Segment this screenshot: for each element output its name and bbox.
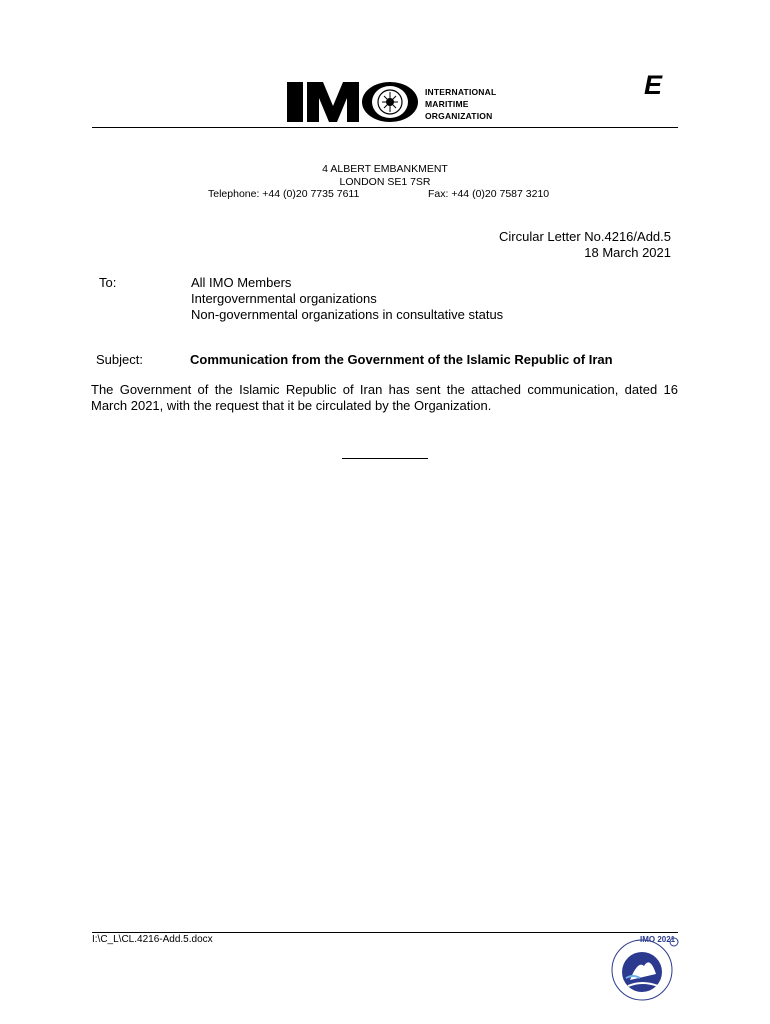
body-paragraph: The Government of the Islamic Republic of Iran has sent the attached communication, dated 16 March 2021, with the request that it be circulated by the Organization.: [91, 382, 678, 413]
header-divider: [92, 127, 678, 128]
recipients-label: To:: [99, 275, 117, 290]
recipient-item: Non-governmental organizations in consultative status: [191, 307, 504, 322]
imo-2021-seal: [604, 930, 684, 1006]
circular-number: Circular Letter No.4216/Add.5: [499, 229, 671, 244]
recipient-item: All IMO Members: [191, 275, 292, 290]
end-divider: [342, 458, 428, 459]
telephone: Telephone: +44 (0)20 7735 7611: [208, 188, 360, 200]
fax: Fax: +44 (0)20 7587 3210: [428, 188, 550, 200]
address-street: 4 ALBERT EMBANKMENT: [322, 163, 448, 175]
reference-block: [499, 229, 671, 261]
imo-logo: [287, 80, 419, 124]
subject-text: Communication from the Government of the Islamic Republic of Iran: [190, 352, 613, 367]
footer-file-path: I:\C_L\CL.4216-Add.5.docx: [92, 934, 213, 945]
organization-name: [425, 86, 496, 122]
recipients-list: [191, 275, 503, 323]
language-code: E: [644, 70, 663, 100]
org-name-line-3: ORGANIZATION: [425, 111, 493, 121]
seal-text: IMO 2021: [640, 935, 676, 944]
address-block: [0, 163, 770, 189]
org-name-line-2: MARITIME: [425, 99, 469, 109]
subject-label: Subject:: [96, 352, 143, 367]
letter-date: 18 March 2021: [584, 245, 671, 260]
address-city: LONDON SE1 7SR: [339, 176, 431, 188]
org-name-line-1: INTERNATIONAL: [425, 87, 497, 97]
recipient-item: Intergovernmental organizations: [191, 291, 377, 306]
footer-divider: [92, 932, 678, 933]
